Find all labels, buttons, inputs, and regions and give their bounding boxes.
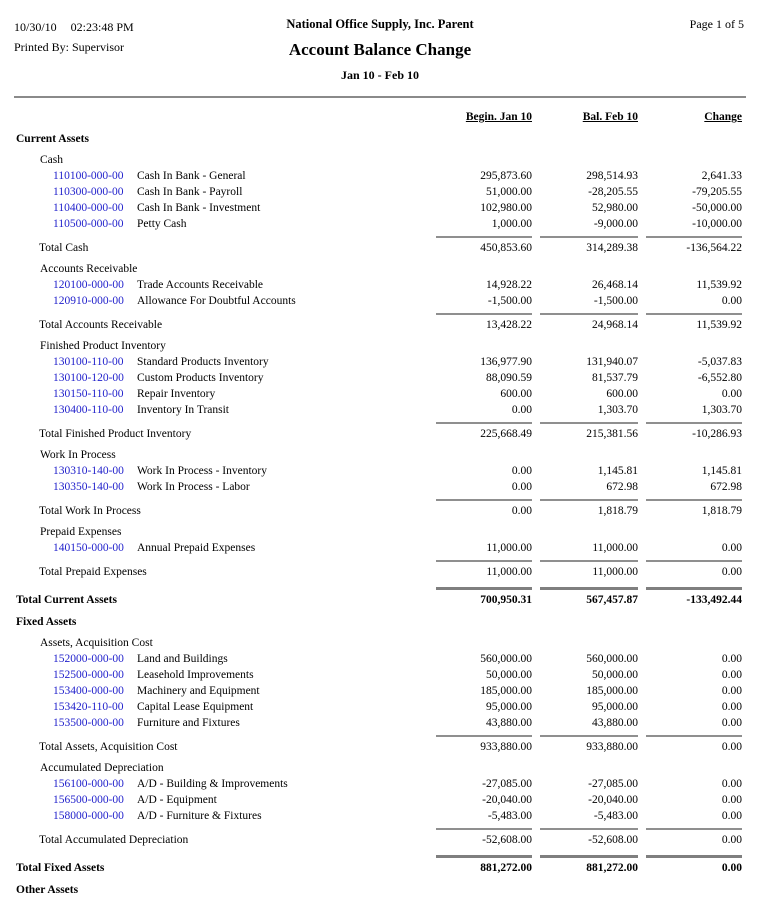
group-header-row (0, 261, 760, 277)
account-row (0, 683, 760, 699)
account-row (0, 808, 760, 824)
account-description: Trade Accounts Receivable (137, 279, 264, 291)
amount-balance: 43,880.00 (592, 717, 638, 729)
amount-change: 0.00 (721, 542, 742, 554)
report-period: Jan 10 - Feb 10 (341, 68, 419, 82)
subtotal-label: Total Accumulated Depreciation (39, 834, 189, 846)
account-description: Leasehold Improvements (137, 669, 254, 681)
amount-begin: 0.00 (511, 481, 532, 493)
account-description: A/D - Equipment (137, 794, 217, 806)
account-row (0, 776, 760, 792)
column-header-begin: Begin. Jan 10 (465, 111, 532, 123)
amount-balance: 1,303.70 (597, 404, 638, 416)
amount-change: -10,000.00 (692, 218, 742, 230)
amount-balance: 298,514.93 (586, 170, 638, 182)
account-row (0, 463, 760, 479)
account-number-link[interactable]: 130310-140-00 (53, 465, 124, 477)
amount-balance: 314,289.38 (540, 236, 638, 256)
account-number-link[interactable]: 140150-000-00 (53, 542, 124, 554)
account-number-link[interactable]: 153400-000-00 (53, 685, 124, 697)
amount-begin: 933,880.00 (436, 735, 532, 755)
subtotal-row (0, 735, 760, 755)
group-header-row (0, 338, 760, 354)
amount-change: -10,286.93 (646, 422, 742, 442)
account-number-link[interactable]: 158000-000-00 (53, 810, 124, 822)
amount-change: 672.98 (710, 481, 742, 493)
account-description: Allowance For Doubtful Accounts (137, 295, 296, 307)
amount-change: 0.00 (646, 560, 742, 580)
subtotal-row (0, 236, 760, 256)
amount-change: 0.00 (721, 653, 742, 665)
amount-balance: 131,940.07 (586, 356, 638, 368)
amount-change: 1,303.70 (701, 404, 742, 416)
amount-balance: 672.98 (606, 481, 638, 493)
account-label (14, 715, 428, 731)
account-label (14, 216, 428, 232)
account-number-link[interactable]: 110400-000-00 (53, 202, 124, 214)
amount-begin: 700,950.31 (436, 587, 532, 608)
print-info (14, 17, 148, 58)
print-date: 10/30/10 (14, 20, 57, 34)
amount-begin: 102,980.00 (480, 202, 532, 214)
section-label: Other Assets (16, 884, 79, 896)
amount-change: 0.00 (721, 717, 742, 729)
account-row (0, 540, 760, 556)
account-row (0, 715, 760, 731)
account-label (14, 402, 428, 418)
amount-begin: -1,500.00 (487, 295, 532, 307)
column-header-balance: Bal. Feb 10 (582, 111, 638, 123)
account-label (14, 386, 428, 402)
group-label: Cash (40, 154, 63, 166)
account-row (0, 354, 760, 370)
amount-begin: 13,428.22 (436, 313, 532, 333)
amount-begin: 225,668.49 (436, 422, 532, 442)
account-number-link[interactable]: 110300-000-00 (53, 186, 124, 198)
amount-balance: 600.00 (606, 388, 638, 400)
account-label (14, 463, 428, 479)
header-rule (14, 96, 746, 98)
grand-total-row (0, 587, 760, 608)
account-description: Custom Products Inventory (137, 372, 264, 384)
group-header-row (0, 152, 760, 168)
account-number-link[interactable]: 156500-000-00 (53, 794, 124, 806)
amount-change: -136,564.22 (646, 236, 742, 256)
amount-begin: 51,000.00 (486, 186, 532, 198)
account-number-link[interactable]: 130350-140-00 (53, 481, 124, 493)
amount-begin: -5,483.00 (487, 810, 532, 822)
account-label (14, 293, 428, 309)
account-label (14, 370, 428, 386)
grand-total-label: Total Current Assets (16, 594, 117, 606)
amount-balance: -1,500.00 (593, 295, 638, 307)
account-description: Petty Cash (137, 218, 187, 230)
subtotal-label: Total Assets, Acquisition Cost (39, 741, 178, 753)
amount-begin: 185,000.00 (480, 685, 532, 697)
account-row (0, 184, 760, 200)
amount-change: 0.00 (721, 685, 742, 697)
account-row (0, 277, 760, 293)
group-label: Assets, Acquisition Cost (40, 637, 153, 649)
subtotal-row (0, 560, 760, 580)
amount-begin: 1,000.00 (491, 218, 532, 230)
column-header-change: Change (704, 111, 742, 123)
account-number-link[interactable]: 153420-110-00 (53, 701, 124, 713)
amount-change: -5,037.83 (697, 356, 742, 368)
account-label (14, 479, 428, 495)
amount-balance: -28,205.55 (588, 186, 638, 198)
account-label (14, 277, 428, 293)
section-label: Fixed Assets (16, 616, 77, 628)
amount-change: -79,205.55 (692, 186, 742, 198)
amount-change: 0.00 (721, 778, 742, 790)
account-number-link[interactable]: 156100-000-00 (53, 778, 124, 790)
account-label (14, 699, 428, 715)
amount-balance: 1,145.81 (597, 465, 638, 477)
amount-balance: 26,468.14 (592, 279, 638, 291)
account-row (0, 168, 760, 184)
amount-begin: 0.00 (511, 465, 532, 477)
account-description: Standard Products Inventory (137, 356, 269, 368)
subtotal-label: Total Finished Product Inventory (39, 428, 192, 440)
amount-change: 2,641.33 (701, 170, 742, 182)
account-label (14, 651, 428, 667)
account-description: Work In Process - Labor (137, 481, 250, 493)
amount-change: -133,492.44 (646, 587, 742, 608)
amount-change: 0.00 (721, 810, 742, 822)
amount-balance: -9,000.00 (593, 218, 638, 230)
subtotal-label: Total Prepaid Expenses (39, 566, 147, 578)
amount-balance: 50,000.00 (592, 669, 638, 681)
amount-begin: 88,090.59 (486, 372, 532, 384)
amount-begin: 295,873.60 (480, 170, 532, 182)
amount-change: 0.00 (646, 855, 742, 876)
amount-balance: 567,457.87 (540, 587, 638, 608)
subtotal-row (0, 828, 760, 848)
account-description: Work In Process - Inventory (137, 465, 268, 477)
amount-begin: -20,040.00 (482, 794, 532, 806)
account-label (14, 200, 428, 216)
account-label (14, 168, 428, 184)
amount-begin: -27,085.00 (482, 778, 532, 790)
amount-balance: 81,537.79 (592, 372, 638, 384)
amount-begin: 600.00 (500, 388, 532, 400)
group-label: Prepaid Expenses (40, 526, 122, 538)
subtotal-row (0, 422, 760, 442)
amount-change: 0.00 (721, 701, 742, 713)
column-headers-row (0, 109, 760, 125)
amount-balance: 24,968.14 (540, 313, 638, 333)
account-row (0, 200, 760, 216)
account-number-link[interactable]: 120100-000-00 (53, 279, 124, 291)
account-row (0, 651, 760, 667)
print-dateline (14, 17, 148, 37)
amount-change: 11,539.92 (646, 313, 742, 333)
amount-begin: 14,928.22 (486, 279, 532, 291)
amount-change: -6,552.80 (697, 372, 742, 384)
amount-change: -50,000.00 (692, 202, 742, 214)
amount-change: 11,539.92 (696, 279, 742, 291)
section-header-row (0, 131, 760, 147)
amount-balance: 185,000.00 (586, 685, 638, 697)
amount-change: 0.00 (721, 388, 742, 400)
subtotal-label: Total Work In Process (39, 505, 141, 517)
account-description: Inventory In Transit (137, 404, 229, 416)
amount-balance: -20,040.00 (588, 794, 638, 806)
account-description: Cash In Bank - Investment (137, 202, 261, 214)
amount-change: 0.00 (646, 735, 742, 755)
account-description: Machinery and Equipment (137, 685, 260, 697)
account-number-link[interactable]: 153500-000-00 (53, 717, 124, 729)
amount-change: 1,145.81 (701, 465, 742, 477)
account-number-link[interactable]: 152500-000-00 (53, 669, 124, 681)
account-number-link[interactable]: 130400-110-00 (53, 404, 124, 416)
account-label (14, 667, 428, 683)
amount-begin: 43,880.00 (486, 717, 532, 729)
amount-begin: 11,000.00 (486, 542, 532, 554)
amount-begin: -52,608.00 (436, 828, 532, 848)
amount-begin: 136,977.90 (480, 356, 532, 368)
amount-begin: 881,272.00 (436, 855, 532, 876)
group-header-row (0, 760, 760, 776)
amount-balance: -5,483.00 (593, 810, 638, 822)
company-name: National Office Supply, Inc. Parent (286, 17, 474, 31)
account-label (14, 683, 428, 699)
amount-balance: -52,608.00 (540, 828, 638, 848)
account-number-link[interactable]: 152000-000-00 (53, 653, 124, 665)
account-label (14, 776, 428, 792)
group-label: Accumulated Depreciation (40, 762, 164, 774)
account-row (0, 293, 760, 309)
account-row (0, 479, 760, 495)
amount-begin: 0.00 (436, 499, 532, 519)
amount-balance: 11,000.00 (592, 542, 638, 554)
amount-balance: 11,000.00 (540, 560, 638, 580)
account-number-link[interactable]: 120910-000-00 (53, 295, 124, 307)
account-description: Repair Inventory (137, 388, 216, 400)
page-indicator: Page 1 of 5 (689, 17, 744, 31)
amount-change: 1,818.79 (646, 499, 742, 519)
amount-balance: 52,980.00 (592, 202, 638, 214)
amount-begin: 50,000.00 (486, 669, 532, 681)
section-header-row (0, 882, 760, 898)
amount-balance: 881,272.00 (540, 855, 638, 876)
amount-begin: 11,000.00 (436, 560, 532, 580)
account-number-link[interactable]: 130100-120-00 (53, 372, 124, 384)
subtotal-label: Total Cash (39, 242, 89, 254)
account-row (0, 699, 760, 715)
group-label: Work In Process (40, 449, 116, 461)
account-row (0, 216, 760, 232)
account-label (14, 792, 428, 808)
group-label: Accounts Receivable (40, 263, 138, 275)
account-label (14, 354, 428, 370)
amount-balance: 1,818.79 (540, 499, 638, 519)
print-time: 02:23:48 PM (70, 20, 134, 34)
amount-change: 0.00 (721, 295, 742, 307)
subtotal-row (0, 313, 760, 333)
amount-balance: -27,085.00 (588, 778, 638, 790)
account-row (0, 667, 760, 683)
amount-balance: 95,000.00 (592, 701, 638, 713)
group-label: Finished Product Inventory (40, 340, 166, 352)
account-description: Cash In Bank - General (137, 170, 246, 182)
amount-change: 0.00 (646, 828, 742, 848)
subtotal-label: Total Accounts Receivable (39, 319, 163, 331)
report-title: Account Balance Change (288, 40, 472, 59)
grand-total-row (0, 855, 760, 876)
account-description: Cash In Bank - Payroll (137, 186, 243, 198)
account-description: Capital Lease Equipment (137, 701, 254, 713)
amount-balance: 933,880.00 (540, 735, 638, 755)
account-description: Land and Buildings (137, 653, 228, 665)
amount-begin: 560,000.00 (480, 653, 532, 665)
account-number-link[interactable]: 130100-110-00 (53, 356, 124, 368)
amount-balance: 215,381.56 (540, 422, 638, 442)
account-label (14, 540, 428, 556)
amount-begin: 0.00 (511, 404, 532, 416)
subtotal-row (0, 499, 760, 519)
amount-change: 0.00 (721, 669, 742, 681)
report-body (0, 131, 760, 898)
account-description: Annual Prepaid Expenses (137, 542, 256, 554)
section-label: Current Assets (16, 133, 89, 145)
amount-change: 0.00 (721, 794, 742, 806)
group-header-row (0, 524, 760, 540)
account-description: A/D - Furniture & Fixtures (137, 810, 262, 822)
amount-begin: 450,853.60 (436, 236, 532, 256)
account-label (14, 184, 428, 200)
account-row (0, 792, 760, 808)
account-number-link[interactable]: 110500-000-00 (53, 218, 124, 230)
grand-total-label: Total Fixed Assets (16, 862, 105, 874)
account-row (0, 386, 760, 402)
report-header (0, 0, 760, 83)
printed-by: Printed By: Supervisor (14, 40, 124, 55)
amount-begin: 95,000.00 (486, 701, 532, 713)
account-row (0, 370, 760, 386)
account-description: A/D - Building & Improvements (137, 778, 288, 790)
group-header-row (0, 447, 760, 463)
account-description: Furniture and Fixtures (137, 717, 240, 729)
account-row (0, 402, 760, 418)
account-number-link[interactable]: 130150-110-00 (53, 388, 124, 400)
account-number-link[interactable]: 110100-000-00 (53, 170, 124, 182)
amount-balance: 560,000.00 (586, 653, 638, 665)
section-header-row (0, 614, 760, 630)
account-label (14, 808, 428, 824)
group-header-row (0, 635, 760, 651)
